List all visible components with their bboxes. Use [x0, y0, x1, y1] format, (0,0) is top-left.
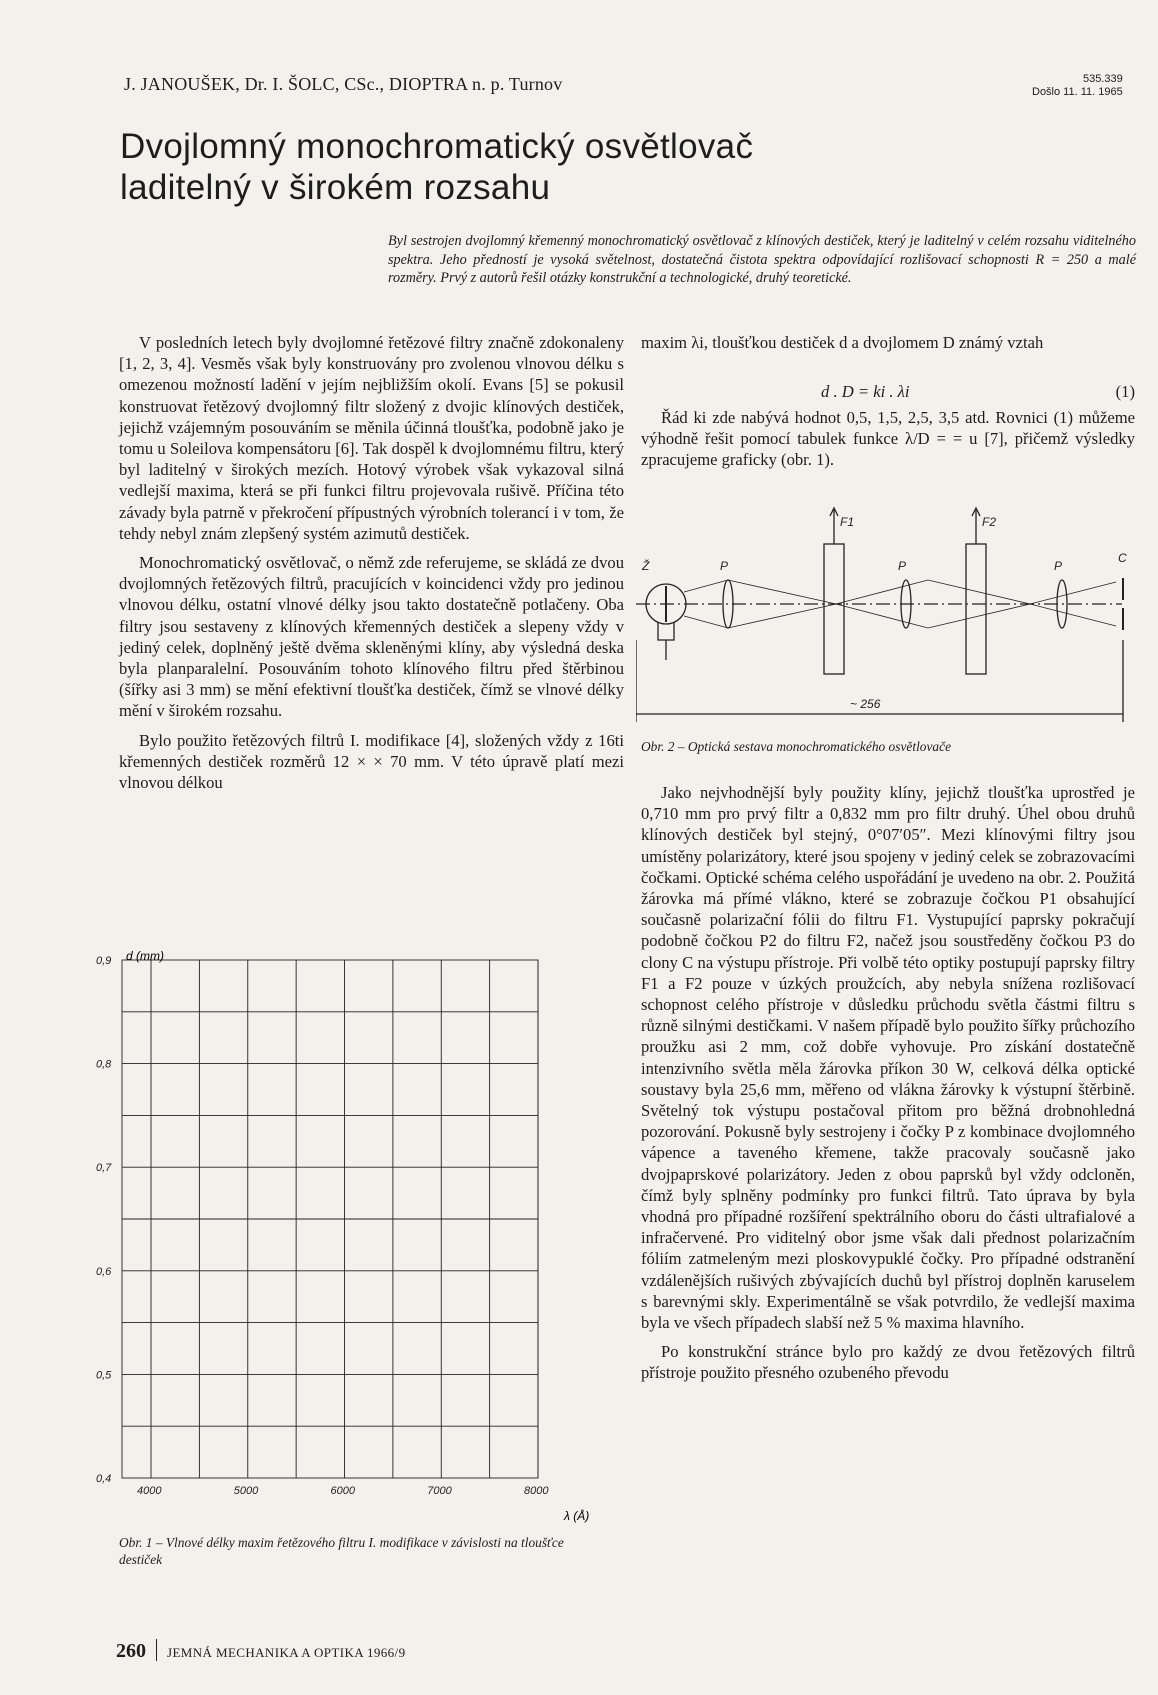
equation-1: [641, 382, 1135, 404]
filter-label-f2: F2: [982, 515, 997, 529]
page-number: 260: [116, 1640, 146, 1662]
lamp-label: Ž: [642, 559, 650, 573]
figure-1-caption: Obr. 1 – Vlnové délky maxim řetězového filtru I. modifikace v závislosti na tloušťce destiček: [119, 1535, 564, 1567]
udc-code: 535.339: [1082, 73, 1123, 85]
filter-f1: [824, 544, 844, 674]
dimension-label: ~ 256: [850, 697, 881, 711]
right-column-intro: [641, 332, 1135, 353]
x-tick-label: 6000: [330, 1485, 355, 1497]
paragraph: Řád ki zde nabývá hodnot 0,5, 1,5, 2,5, 3,5 atd. Rovnici (1) můžeme výhodně řešit pomocí tabulek funkce λ/D = = u [7], přičemž výsledky zpracujeme graficky (obr. 1).: [641, 408, 1135, 470]
paragraph: maxim λi, tloušťkou destiček d a dvojlomem D známý vztah: [641, 333, 1044, 352]
y-tick-label: 0,6: [96, 1265, 112, 1278]
page-footer: [116, 1639, 405, 1663]
paragraph: Jako nejvhodnější byly použity klíny, jejichž tloušťka uprostřed je 0,710 mm pro prvý filtr a 0,832 mm pro filtr druhý. Úhel obou druhů klínových destiček byl stejný, 0°07′05″. Mezi klínovými filtry jsou umístěny polarizátory, které jsou spojeny v jediný celek se zobrazovacími čočkami. Optické schéma celého uspořádání je uvedeno na obr. 2. Použitá žárovka má přímé vlákno, které se zobrazuje čočkou P1 obsahující současně polarizační fólii do filtru F1. Vystupující paprsky pokračují podobně čočkou P2 do filtru F2, načež jsou soustředěny čočkou P3 do clony C na výstupu přístroje. Při volbě této optiky postupují paprsky filtry F1 a F2 pouze v úzkých proužcích, aby nebyla snížena rozlišovací schopnost celého přístroje v důsledku průchodu světla částmi filtru s různě silnými destičkami. V našem případě bylo použito šířky průchozího proužku asi 2 mm, což dobře vyhovuje. Pro získání dostatečně intenzivního světla měla žárovka příkon 30 W, celková délka optické soustavy byla 25,6 mm, měřeno od vlákna žárovky k výstupní štěrbině. Světelný tok výstupu postačoval přitom pro běžná drobnohledná pozorování. Pokusně byly sestrojeny i čočky P z kombinace dvojlomného vápence a taveného křemene, takže pracovaly současně jako dvojpaprskové polarizátory. Jeden z obou paprsků byl vždy odcloněn, čímž byly splněny podmínky pro funkci filtrů. Tato úprava by byla vhodná pro případné rozšíření spektrálního oboru do části ultrafialové a infračervené. Pro viditelný obor jsme však dali přednost polarizačním fóliím zatmeleným mezi ploskovypuklé čočky. Pro případné odstranění vzdálenějších rušivých zbývajících duchů byl přístroj doplněn karuselem s barevnými skly. Experimentálně se však potvrdilo, že vedlejší maxima byla ve všech případech slabší než 5 % maxima hlavního.: [641, 783, 1135, 1333]
right-column-after-equation: [641, 407, 1135, 471]
figure-1-chart: [92, 950, 612, 1528]
footer-divider: [156, 1639, 157, 1661]
paragraph: Bylo použito řetězových filtrů I. modifikace [4], složených vždy z 16ti křemenných destiček rozměrů 12 × × 70 mm. V této úpravě platí mezi vlnovou délkou: [119, 730, 624, 793]
y-tick-label: 0,4: [96, 1473, 112, 1485]
y-tick-label: 0,7: [96, 1162, 112, 1175]
y-tick-label: 0,8: [96, 1058, 112, 1071]
x-tick-label: 5000: [233, 1485, 259, 1497]
x-tick-label: 4000: [137, 1485, 162, 1497]
lens-label-p3: P: [1054, 559, 1063, 573]
left-column: [119, 332, 624, 793]
article-title: Dvojlomný monochromatický osvětlovač laditelný v širokém rozsahu: [120, 127, 754, 207]
filter-f2: [966, 544, 986, 674]
lens-label-p1: P: [720, 559, 729, 573]
figure-2-optical-layout: [636, 500, 1136, 732]
filter-label-f1: F1: [840, 515, 855, 529]
y-tick-label: 0,9: [96, 955, 112, 967]
equation-expression: d . D = ki . λi: [821, 382, 910, 401]
received-date: Došlo 11. 11. 1965: [1032, 86, 1123, 98]
lens-p1: [723, 580, 733, 628]
paragraph: Po konstrukční stránce bylo pro každý ze dvou řetězových filtrů přístroje použito přesného ozubeného převodu: [641, 1342, 1135, 1383]
y-axis-label: d (mm): [126, 950, 164, 963]
right-column-main: [641, 782, 1135, 1384]
x-axis-label: λ (Å): [564, 1509, 590, 1523]
x-tick-label: 8000: [524, 1485, 549, 1497]
paragraph: Monochromatický osvětlovač, o němž zde referujeme, se skládá ze dvou dvojlomných řetězových filtrů, pracujících v koincidenci vždy pro jedinou vlnovou délku, ostatní vlnové délky jsou takto dostatečně potlačeny. Oba filtry jsou sestaveny z klínových křemenných destiček a slepeny vždy v jediný celek, doplněný ještě dvěma skleněnými klíny, aby výsledná deska byla planparalelní. Posouváním tohoto klínového filtru před štěrbinou (šířky asi 3 mm) se mění efektivní tloušťka destiček, čímž se vlnové délky mění v širokém rozsahu.: [119, 553, 624, 721]
equation-number: (1): [1115, 382, 1135, 401]
aperture-label: C: [1118, 551, 1127, 565]
lens-label-p2: P: [898, 559, 907, 573]
authors-line: J. JANOUŠEK, Dr. I. ŠOLC, CSc., DIOPTRA n. p. Turnov: [124, 74, 563, 94]
y-tick-label: 0,5: [96, 1369, 112, 1382]
journal-name: JEMNÁ MECHANIKA A OPTIKA 1966/9: [167, 1645, 406, 1660]
abstract: Byl sestrojen dvojlomný křemenný monochromatický osvětlovač z klínových destiček, který je laditelný v celém rozsahu viditelného spektra. Jeho předností je vysoká světelnost, dostatečná čistota spektra odpovídající rozlišovací schopnosti R = 250 a malé rozměry. Prvý z autorů řešil otázky konstrukční a technologické, druhý teoretické.: [388, 233, 1136, 286]
x-tick-label: 7000: [427, 1485, 452, 1497]
paragraph: V posledních letech byly dvojlomné řetězové filtry značně zdokonaleny [1, 2, 3, 4]. Vesměs však byly konstruovány pro zvolenou vlnovou délku s omezenou možností ladění v jejím nejbližším okolí. Evans [5] se pokusil konstruovat řetězový dvojlomný filtr složený z dvojic klínových destiček, jejichž vzájemným posouváním se měnila účinná tloušťka, podobně jako je tomu u Soleilova kompensátoru [6]. Tak dospěl k dvojlomnému filtru, který byl laditelný v širokých mezích. Hotový výrobek však vykazoval silná vedlejší maxima, která se při funkci filtru projevovala rušivě. Příčina této závady byla patrně v překročení přípustných výrobních tolerancí i v tom, že tehdy nebyl znám zlepšený systém azimutů destiček.: [119, 333, 624, 543]
figure-2-caption: Obr. 2 – Optická sestava monochromatického osvětlovače: [641, 739, 952, 754]
classification-code: [1032, 73, 1123, 99]
